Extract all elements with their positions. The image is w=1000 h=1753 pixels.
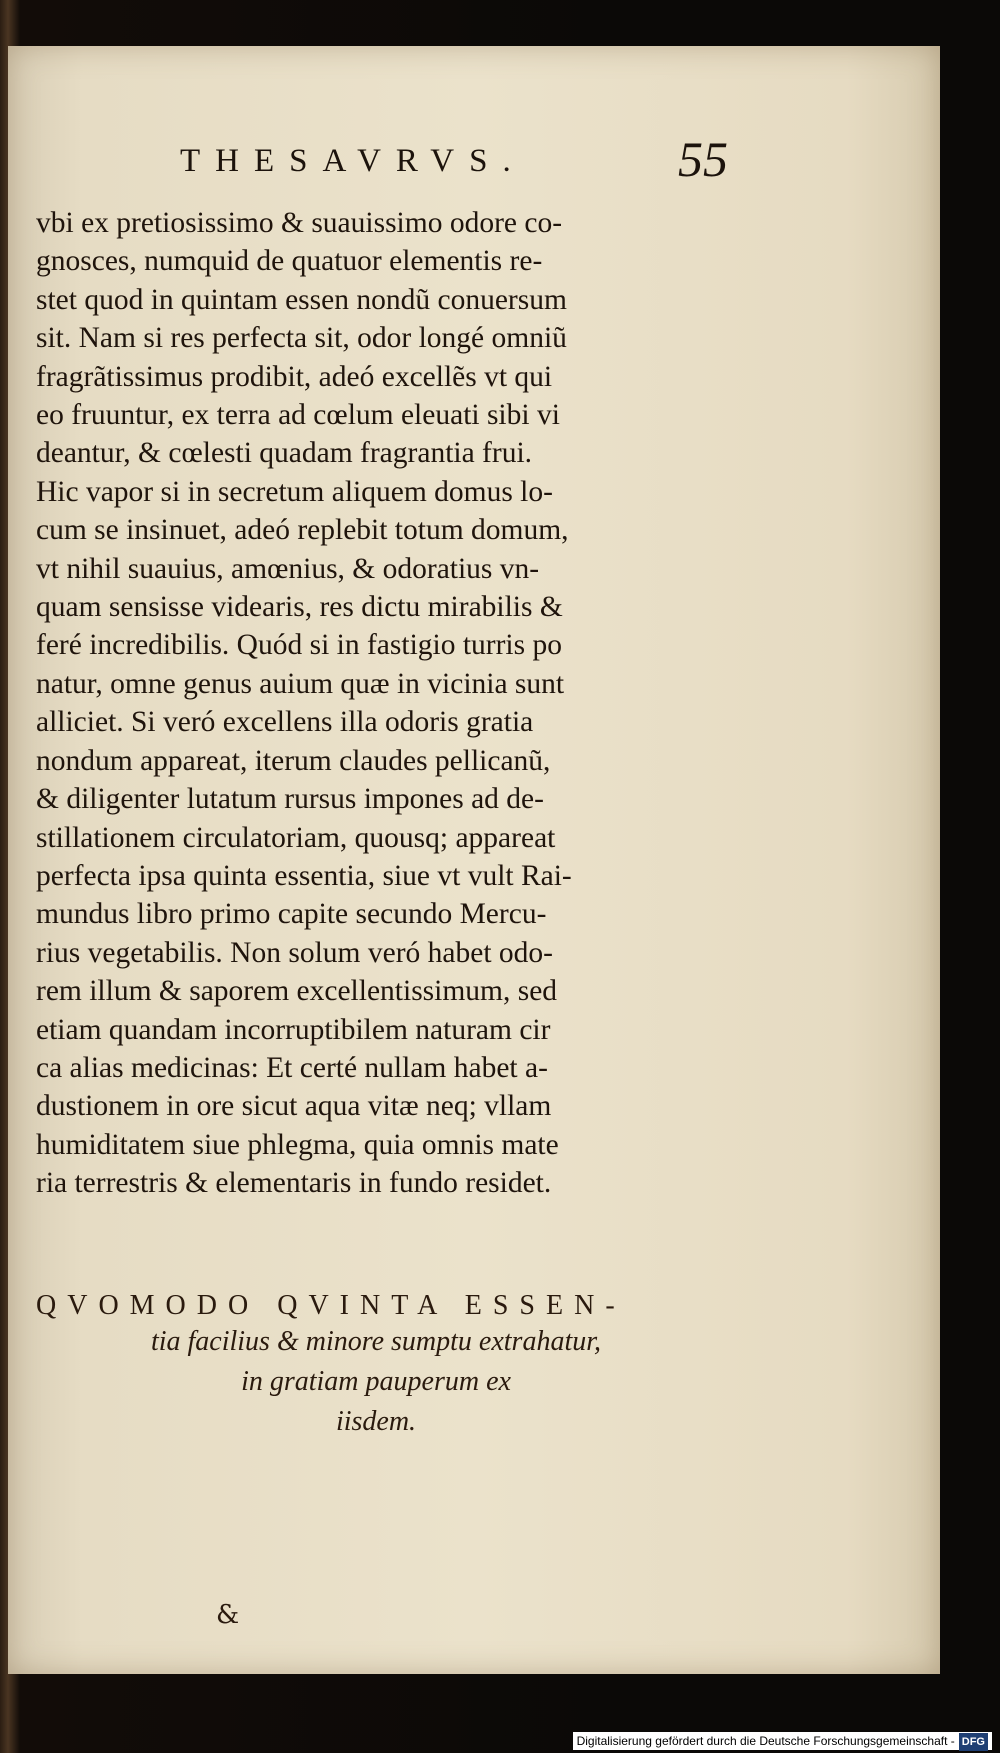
text-line: etiam quandam incorruptibilem naturam cir — [36, 1013, 551, 1046]
text-line: perfecta ipsa quinta essentia, siue vt vult Rai- — [36, 859, 572, 892]
text-line: sit. Nam si res perfecta sit, odor longé omniũ — [36, 322, 567, 355]
digitization-credit — [573, 1732, 992, 1750]
text-line: cum se insinuet, adeó replebit totum domum, — [36, 514, 569, 547]
text-line: humiditatem siue phlegma, quia omnis mate — [36, 1128, 559, 1161]
credit-text: Digitalisierung gefördert durch die Deutsche Forschungsgemeinschaft - — [576, 1734, 955, 1748]
text-line: stillationem circulatoriam, quousq; appareat — [36, 821, 556, 854]
text-line: vt nihil suauius, amœnius, & odoratius vn- — [36, 552, 540, 585]
text-line: ria terrestris & elementaris in fundo residet. — [36, 1167, 552, 1200]
dfg-logo: DFG — [959, 1733, 988, 1751]
text-line: deantur, & cœlesti quadam fragrantia frui. — [36, 437, 533, 470]
heading-line: tia facilius & minore sumptu extrahatur, — [150, 1326, 602, 1357]
text-line: Hic vapor si in secretum aliquem domus lo- — [36, 475, 553, 508]
text-line: quam sensisse videaris, res dictu mirabilis & — [36, 591, 563, 624]
text-line: fragrãtissimus prodibit, adeó excellẽs vt qui — [36, 360, 553, 393]
text-line: nondum appareat, iterum claudes pellicanũ, — [36, 744, 551, 777]
text-line: & diligenter lutatum rursus impones ad de- — [36, 783, 544, 816]
text-line: feré incredibilis. Quód si in fastigio turris po — [36, 629, 562, 662]
running-head: THESAVRVS. — [180, 143, 526, 179]
text-line: dustionem in ore sicut aqua vitæ neq; vllam — [36, 1090, 552, 1123]
body-text — [36, 204, 716, 1203]
heading-line: iisdem. — [335, 1406, 417, 1437]
text-line: natur, omne genus auium quæ in vicinia sunt — [36, 667, 565, 700]
text-line: ca alias medicinas: Et certé nullam habet a- — [36, 1051, 548, 1084]
text-line: stet quod in quintam essen nondũ conuersum — [36, 283, 567, 316]
text-line: rius vegetabilis. Non solum veró habet odo- — [36, 936, 553, 969]
text-line: rem illum & saporem excellentissimum, sed — [36, 975, 558, 1008]
signature-mark: & — [216, 1600, 240, 1630]
heading-line: in gratiam pauperum ex — [241, 1366, 511, 1397]
section-heading — [36, 1290, 716, 1442]
text-line: mundus libro primo capite secundo Mercu- — [36, 898, 547, 931]
text-line: alliciet. Si veró excellens illa odoris gratia — [36, 706, 534, 739]
text-line: gnosces, numquid de quatuor elementis re- — [36, 245, 543, 278]
text-line: vbi ex pretiosissimo & suauissimo odore co- — [36, 207, 563, 239]
heading-caps: QVOMODO QVINTA ESSEN- — [36, 1290, 626, 1321]
page-number: 55 — [678, 131, 728, 187]
text-line: eo fruuntur, ex terra ad cœlum eleuati sibi vi — [36, 399, 560, 432]
